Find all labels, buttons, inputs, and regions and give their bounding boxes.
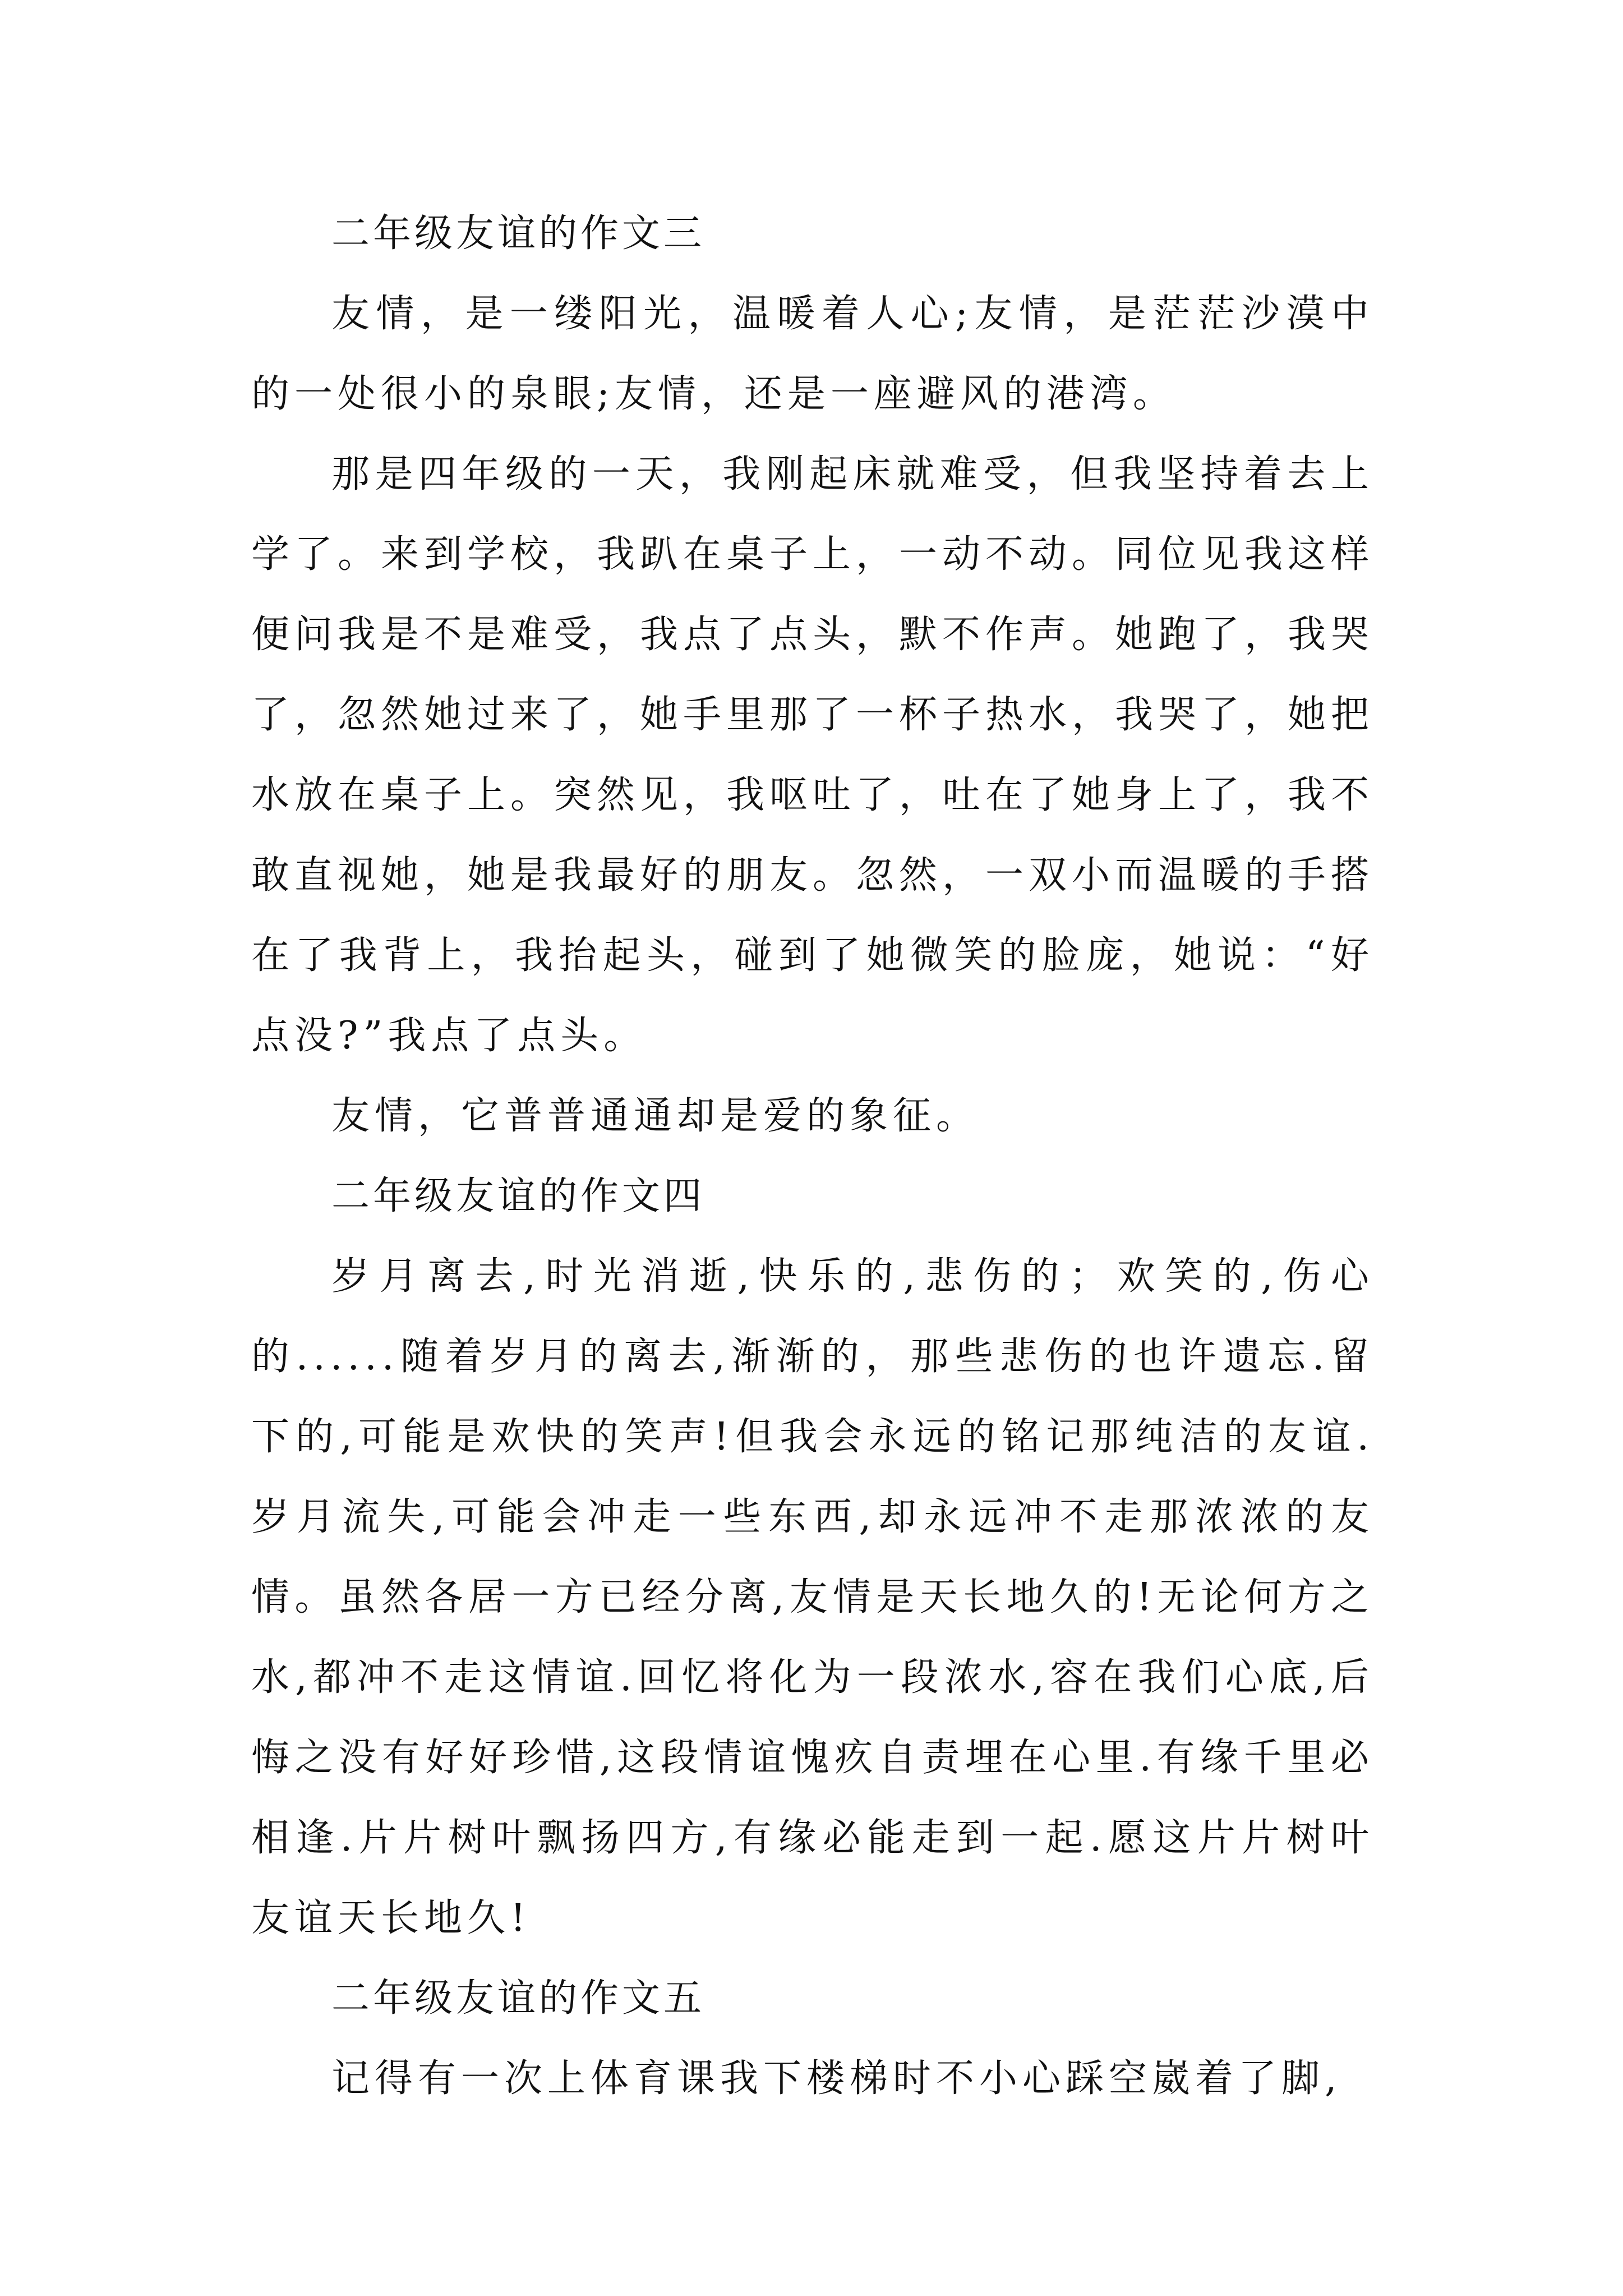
paragraph: 那是四年级的一天，我刚起床就难受，但我坚持着去上学了。来到学校，我趴在桌子上，一动不动。同位见我这样便问我是不是难受，我点了点头，默不作声。她跑了，我哭了，忽然她过来了，她手里那了一杯子热水，我哭了，她把水放在桌子上。突然见，我呕吐了，吐在了她身上了，我不敢直视她，她是我最好的朋友。忽然，一双小而温暖的手搭在了我背上，我抬起头，碰到了她微笑的脸庞，她说：“好点没?”我点了点头。 (251, 452, 1375, 1058)
section-heading: 二年级友谊的作文三 (331, 211, 706, 256)
document-body (251, 194, 1374, 2119)
section-heading: 二年级友谊的作文四 (331, 1174, 706, 1218)
paragraph: 友情，是一缕阳光，温暖着人心;友情，是茫茫沙漠中的一处很小的泉眼;友情，还是一座避风的港湾。 (251, 292, 1374, 416)
section-heading: 二年级友谊的作文五 (331, 1976, 706, 2021)
paragraph: 岁月离去,时光消逝,快乐的,悲伤的；欢笑的,伤心的......随着岁月的离去,渐渐的，那些悲伤的也许遗忘.留下的,可能是欢快的笑声!但我会永远的铭记那纯洁的友谊.岁月流失,可能会冲走一些东西,却永远冲不走那浓浓的友情。虽然各居一方已经分离,友情是天长地久的!无论何方之水,都冲不走这情谊.回忆将化为一段浓水,容在我们心底,后悔之没有好好珍惜,这段情谊愧疚自责埋在心里.有缘千里必相逢.片片树叶飘扬四方,有缘必能走到一起.愿这片片树叶友谊天长地久! (251, 1254, 1374, 1940)
paragraph: 记得有一次上体育课我下楼梯时不小心踩空崴着了脚, (331, 2056, 1342, 2101)
paragraph: 友情，它普普通通却是爱的象征。 (331, 1094, 980, 1138)
